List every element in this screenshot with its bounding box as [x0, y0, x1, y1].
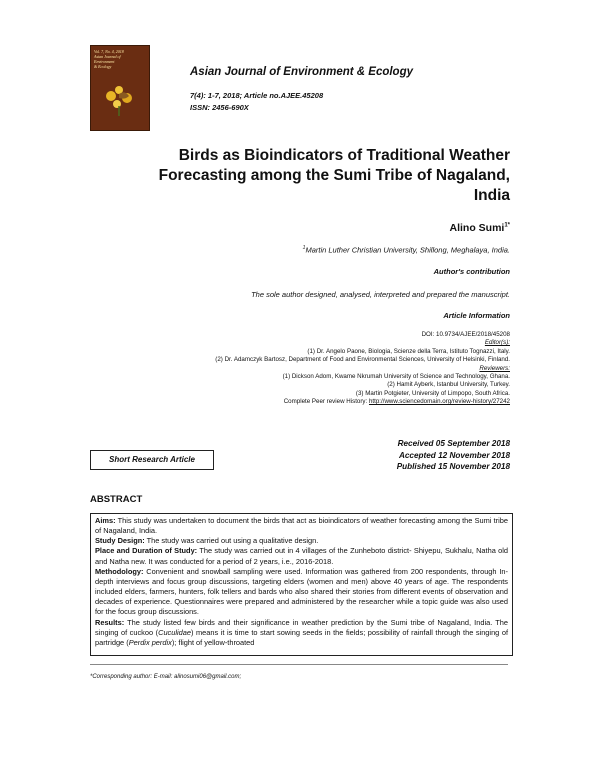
article-info — [215, 331, 510, 407]
place-label: Place and Duration of Study: — [95, 546, 198, 556]
title-line: India — [473, 187, 510, 204]
article-title — [120, 146, 510, 206]
results-text: ) means it is time to start sowing seeds in the fields; possibility of rainfall through the singing of partridge ( — [95, 627, 508, 647]
editor-item: (2) Dr. Adamczyk Bartosz, Department of Food and Environmental Sciences, University of Helsinki, Finland. — [215, 356, 510, 364]
abstract-aims — [95, 516, 508, 536]
abstract-methodology — [95, 567, 508, 618]
article-dates — [397, 438, 510, 473]
journal-citation: 7(4): 1-7, 2018; Article no.AJEE.45208 — [190, 91, 324, 100]
cover-line: Environment — [94, 59, 115, 64]
results-label: Results: — [95, 617, 125, 627]
cover-line: Asian Journal of — [94, 54, 121, 59]
affiliation — [303, 245, 510, 255]
accepted-date: Accepted 12 November 2018 — [398, 450, 510, 460]
editors-label: Editor(s): — [484, 339, 510, 347]
reviewer-item: (3) Martin Potgieter, University of Limpopo, South Africa. — [355, 389, 510, 397]
abstract-design — [95, 536, 508, 546]
aims-label: Aims: — [95, 516, 116, 525]
reviewers-label: Reviewers: — [479, 364, 510, 372]
abstract-heading: ABSTRACT — [90, 494, 143, 505]
design-text: The study was carried out using a qualitative design. — [146, 536, 319, 546]
method-text: Convenient and snowball sampling were used. Information was gathered from 200 respondents, through In-depth interviews and focus group discussions, targeting elders (women and men) above 40 years of age. The respondents included elders, farmers, hunters, folk tellers and bards who also shared their stories from different events of observation and decades of experience. Questionnaires were prepared and administered by the researcher while a topic guide was also used for the focus group discussions. — [95, 566, 508, 617]
cover-line: & Ecology — [94, 64, 112, 69]
author-name — [449, 222, 510, 234]
contribution-text: The sole author designed, analysed, interpreted and prepared the manuscript. — [251, 290, 510, 299]
abstract-box — [90, 513, 513, 656]
review-history-label: Complete Peer review History: — [283, 398, 368, 406]
method-label: Methodology: — [95, 566, 144, 576]
affiliation-sup: 1 — [302, 245, 306, 251]
place-text: The study was carried out in 4 villages of the Zunheboto district- Shiyepu, Sukhalu, Natha old and Natha new. It was conducted for a period of 2 years, i.e., 2016-2018. — [95, 546, 509, 566]
review-history-link[interactable]: http://www.sciencedomain.org/review-history/27242 — [368, 398, 510, 406]
article-info-heading: Article Information — [443, 311, 510, 320]
aims-text: This study was undertaken to document the birds that act as bioindicators of weather forecasting among the Sumi tribe of Nagaland, India. — [95, 516, 509, 536]
published-date: Published 15 November 2018 — [396, 462, 510, 471]
journal-name: Asian Journal of Environment & Ecology — [190, 66, 414, 78]
abstract-results — [95, 618, 508, 648]
article-type-badge: Short Research Article — [90, 450, 214, 470]
reviewer-item: (2) Hamit Ayberk, Istanbul University, Turkey. — [387, 381, 510, 389]
received-date: Received 05 September 2018 — [397, 439, 510, 448]
bird-flower-icon — [99, 76, 141, 116]
review-history — [215, 398, 510, 406]
title-line: Forecasting among the Sumi Tribe of Nagaland, — [158, 167, 510, 184]
author-sup: 1* — [504, 222, 510, 229]
abstract-place — [95, 546, 508, 566]
journal-issn: ISSN: 2456-690X — [190, 103, 249, 112]
results-species: Cuculidae — [158, 627, 191, 637]
doi: DOI: 10.9734/AJEE/2018/45208 — [421, 331, 510, 338]
editor-item: (1) Dr. Angelo Paone, Biologia, Scienze della Terra, Istituto Tognazzi, Italy. — [307, 347, 510, 355]
author-text: Alino Sumi — [449, 222, 505, 234]
cover-line: Vol. 7, No. 4, 2018 — [94, 49, 124, 54]
footnote-divider — [90, 664, 508, 665]
results-species: Perdix perdix — [128, 637, 172, 647]
results-text: ); flight of yellow-throated — [171, 637, 255, 647]
title-line: Birds as Bioindicators of Traditional Weather — [178, 147, 510, 164]
corresponding-author-footnote: *Corresponding author: E-mail: alinosumi06@gmail.com; — [90, 674, 242, 680]
results-text: The study listed few birds and their significance in weather prediction by the Sumi tribe of Nagaland, India. The singing of cuckoo ( — [95, 617, 508, 637]
cover-text — [94, 49, 146, 69]
reviewer-item: (1) Dickson Adom, Kwame Nkrumah University of Science and Technology, Ghana. — [282, 373, 510, 381]
affiliation-text: Martin Luther Christian University, Shillong, Meghalaya, India. — [305, 245, 510, 255]
journal-cover — [90, 45, 150, 131]
design-label: Study Design: — [95, 536, 145, 546]
contribution-heading: Author's contribution — [433, 267, 510, 276]
